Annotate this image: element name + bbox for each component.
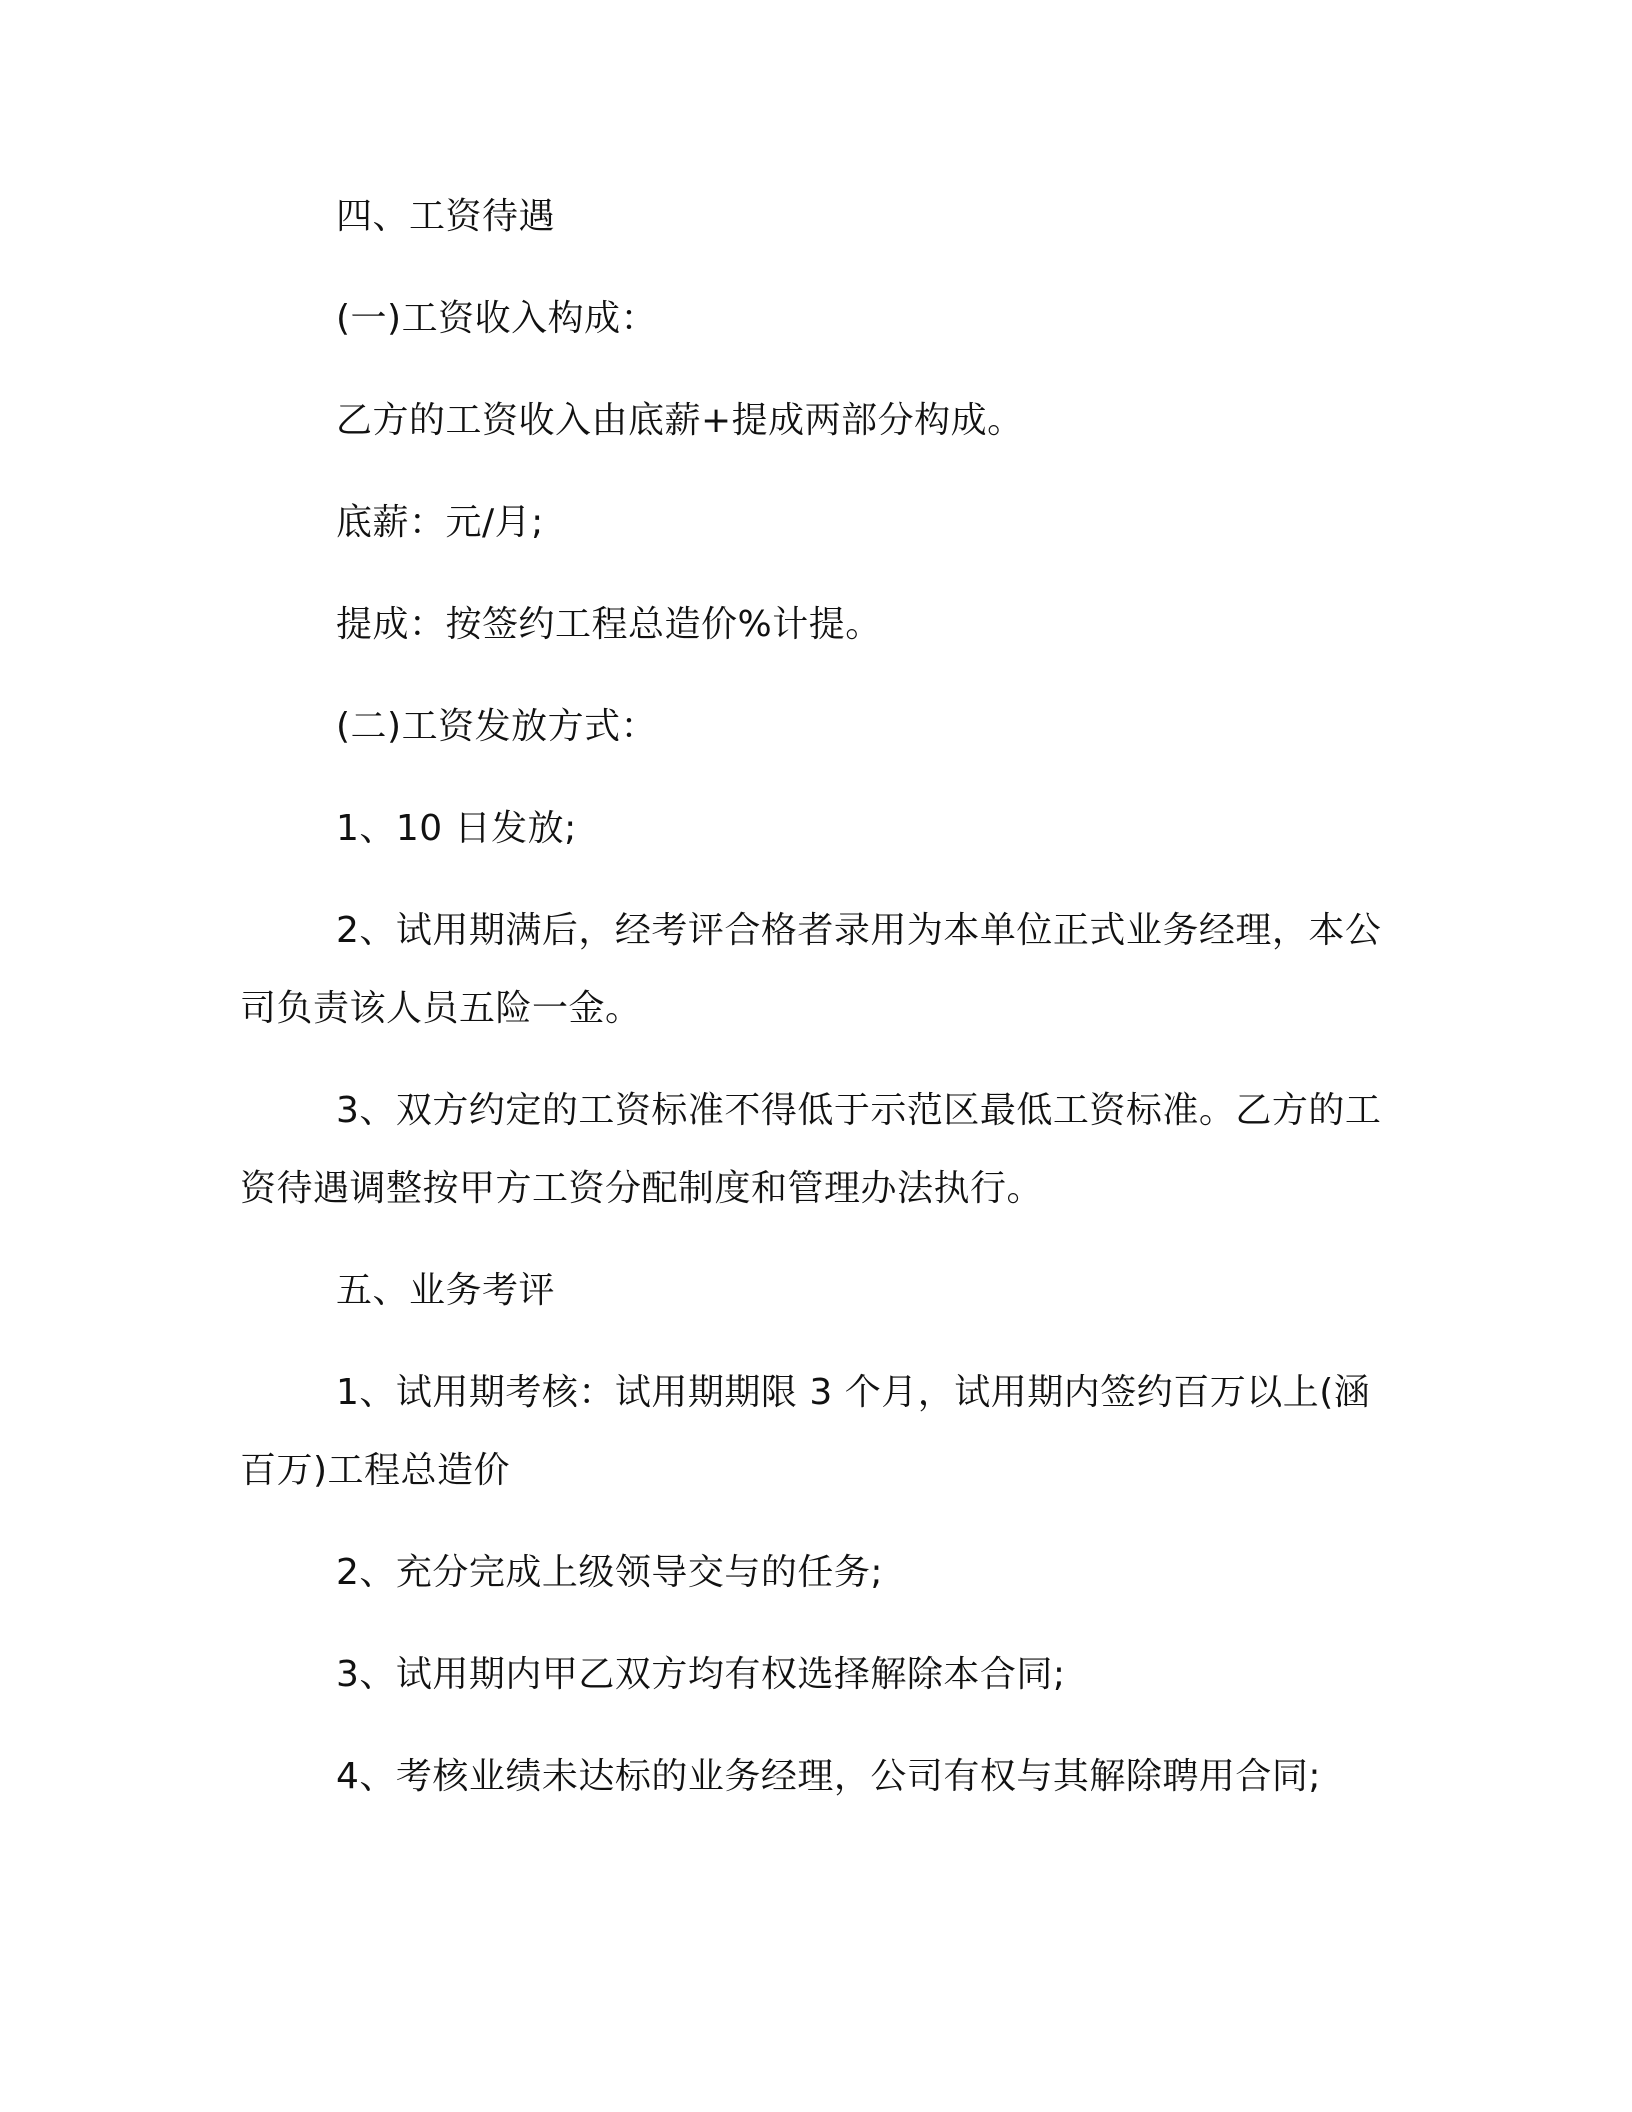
list-item-probation-hire: 2、试用期满后，经考评合格者录用为本单位正式业务经理，本公司负责该人员五险一金。 (240, 910, 1382, 1029)
paragraph-base-salary: 底薪：元/月; (336, 502, 544, 543)
section-heading-salary: 四、工资待遇 (336, 196, 556, 237)
list-item-performance-dismissal: 4、考核业绩未达标的业务经理，公司有权与其解除聘用合同; (336, 1756, 1322, 1797)
list-item-probation-assessment: 1、试用期考核：试用期期限 3 个月，试用期内签约百万以上(涵百万)工程总造价 (240, 1372, 1371, 1491)
section-heading-evaluation: 五、业务考评 (336, 1270, 556, 1311)
list-item-salary-standard: 3、双方约定的工资标准不得低于示范区最低工资标准。乙方的工资待遇调整按甲方工资分配制度和管理办法执行。 (240, 1090, 1382, 1209)
subsection-salary-composition: (一)工资收入构成： (336, 298, 658, 339)
paragraph-commission: 提成：按签约工程总造价%计提。 (336, 604, 882, 645)
subsection-payment-method: (二)工资发放方式： (336, 706, 658, 747)
list-item-terminate-right: 3、试用期内甲乙双方均有权选择解除本合同; (336, 1654, 1066, 1695)
list-item-complete-tasks: 2、充分完成上级领导交与的任务; (336, 1552, 884, 1593)
list-item-payment-day: 1、10 日发放; (336, 808, 577, 849)
paragraph-salary-parts: 乙方的工资收入由底薪+提成两部分构成。 (336, 400, 1024, 441)
